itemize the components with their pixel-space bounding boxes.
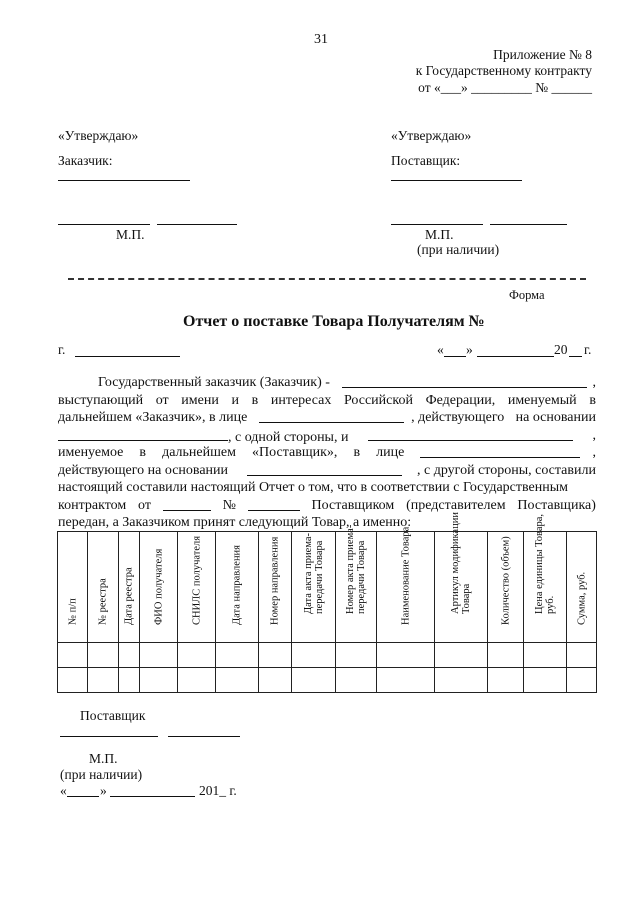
- customer-sign-line[interactable]: [58, 224, 150, 225]
- customer-name-field[interactable]: [342, 374, 587, 388]
- footer-date-month-field[interactable]: [110, 796, 195, 797]
- table-cell[interactable]: [336, 643, 377, 668]
- footer-date-day-field[interactable]: [67, 796, 99, 797]
- table-header-row: [58, 532, 597, 643]
- table-cell[interactable]: [140, 643, 178, 668]
- date-open-quote: «: [437, 342, 444, 357]
- table-cell[interactable]: [140, 668, 178, 693]
- column-header-row-number: № п/п: [58, 532, 88, 643]
- page-number: 31: [314, 32, 328, 47]
- document-title: Отчет о поставке Товара Получателям №: [183, 313, 485, 330]
- column-header-quantity: Количество (объем): [488, 532, 524, 643]
- supplier-name-line[interactable]: [490, 224, 567, 225]
- customer-basis-field[interactable]: [58, 427, 228, 441]
- footer-stamp-note: (при наличии): [60, 767, 143, 782]
- column-header-product-name: Наименование Товара: [377, 532, 435, 643]
- table-cell[interactable]: [292, 668, 336, 693]
- annex-contract-date-number: от «___» _________ № ______: [418, 80, 592, 95]
- customer-label: Заказчик:: [58, 153, 113, 168]
- customer-stamp: М.П.: [116, 227, 145, 242]
- customer-representative-field[interactable]: [259, 409, 404, 423]
- column-header-referral-number: Номер направления: [259, 532, 292, 643]
- table-cell[interactable]: [488, 668, 524, 693]
- annex-contract-ref: к Государственному контракту: [415, 63, 592, 78]
- supplier-label: Поставщик:: [391, 153, 461, 168]
- supplier-stamp-note: (при наличии): [417, 242, 500, 257]
- table-row: [58, 668, 597, 693]
- date-close-quote: »: [466, 342, 473, 357]
- date-day-field[interactable]: [444, 356, 466, 357]
- table-cell[interactable]: [259, 668, 292, 693]
- body-line-6: действующего на основании , с другой стороны, составили: [58, 462, 596, 478]
- table-cell[interactable]: [488, 643, 524, 668]
- footer-stamp: М.П.: [89, 751, 118, 766]
- column-header-act-number: Номер акта приема-передачи Товара: [336, 532, 377, 643]
- column-header-total: Сумма, руб.: [567, 532, 597, 643]
- table-cell[interactable]: [119, 643, 140, 668]
- table-row: [58, 643, 597, 668]
- date-month-field[interactable]: [477, 356, 554, 357]
- footer-supplier-label: Поставщик: [80, 708, 146, 723]
- table-cell[interactable]: [58, 668, 88, 693]
- body-line-5: именуемое в дальнейшем «Поставщик», в лице ,: [58, 445, 596, 460]
- table-cell[interactable]: [178, 668, 216, 693]
- table-cell[interactable]: [292, 643, 336, 668]
- table-cell[interactable]: [435, 668, 488, 693]
- place-prefix: г.: [58, 342, 66, 357]
- table-cell[interactable]: [567, 668, 597, 693]
- table-cell[interactable]: [377, 668, 435, 693]
- column-header-act-date: Дата акта приема-передачи Товара: [292, 532, 336, 643]
- date-year-suffix: г.: [584, 342, 592, 357]
- place-field[interactable]: [75, 356, 180, 357]
- table-cell[interactable]: [336, 668, 377, 693]
- table-cell[interactable]: [524, 668, 567, 693]
- table-cell[interactable]: [216, 643, 259, 668]
- table-cell[interactable]: [178, 643, 216, 668]
- footer-date-year: 201_ г.: [199, 783, 237, 798]
- body-line-2: выступающий от имени и в интересах Российской Федерации, именуемый в: [58, 392, 596, 408]
- date-year-prefix: 20: [554, 342, 568, 357]
- body-line-1: Государственный заказчик (Заказчик) - ,: [98, 375, 596, 390]
- column-header-referral-date: Дата направления: [216, 532, 259, 643]
- column-header-registry-date: Дата реестра: [119, 532, 140, 643]
- footer-date-open-quote: «: [60, 783, 67, 798]
- table-cell[interactable]: [259, 643, 292, 668]
- column-header-recipient-name: ФИО получателя: [140, 532, 178, 643]
- contract-date-field[interactable]: [163, 497, 211, 511]
- contract-number-field[interactable]: [248, 497, 300, 511]
- table-cell[interactable]: [524, 643, 567, 668]
- approve-right-label: «Утверждаю»: [391, 128, 472, 143]
- footer-date-close-quote: »: [100, 783, 107, 798]
- body-line-4: , с одной стороны, и ,: [58, 427, 596, 445]
- supplier-name-field[interactable]: [368, 427, 573, 441]
- cut-line-divider: [68, 278, 586, 280]
- supplier-sign-line[interactable]: [391, 224, 483, 225]
- annex-title: Приложение № 8: [493, 47, 592, 62]
- customer-signature-line[interactable]: [58, 180, 190, 181]
- supplier-stamp: М.П.: [425, 227, 454, 242]
- body-paragraph: [58, 374, 596, 532]
- body-line-9: передан, а Заказчиком принят следующий Товар, а именно:: [58, 515, 412, 530]
- column-header-recipient-snils: СНИЛС получателя: [178, 532, 216, 643]
- approve-left-label: «Утверждаю»: [58, 128, 139, 143]
- table-cell[interactable]: [435, 643, 488, 668]
- table-cell[interactable]: [88, 668, 119, 693]
- form-label: Форма: [509, 288, 545, 302]
- supplier-basis-field[interactable]: [247, 462, 402, 476]
- body-line-7: настоящий составили настоящий Отчет о том, что в соответствии с Государственным: [58, 480, 568, 495]
- column-header-unit-price: Цена единицы Товара, руб.: [524, 532, 567, 643]
- table-cell[interactable]: [216, 668, 259, 693]
- body-line-8: контрактом от № Поставщиком (представителем Поставщика): [58, 497, 596, 513]
- table-cell[interactable]: [88, 643, 119, 668]
- supplier-signature-line[interactable]: [391, 180, 522, 181]
- table-cell[interactable]: [377, 643, 435, 668]
- customer-name-line[interactable]: [157, 224, 237, 225]
- table-cell[interactable]: [119, 668, 140, 693]
- body-line-3: дальнейшем «Заказчик», в лице , действующего на основании: [58, 410, 596, 425]
- supplier-representative-field[interactable]: [420, 444, 580, 458]
- table-cell[interactable]: [58, 643, 88, 668]
- footer-supplier-name-line[interactable]: [168, 736, 240, 737]
- column-header-product-article: Артикул модификации Товара: [435, 532, 488, 643]
- date-year-field[interactable]: [569, 356, 582, 357]
- footer-supplier-sign-line[interactable]: [60, 736, 158, 737]
- column-header-registry-number: № реестра: [88, 532, 119, 643]
- table-cell[interactable]: [567, 643, 597, 668]
